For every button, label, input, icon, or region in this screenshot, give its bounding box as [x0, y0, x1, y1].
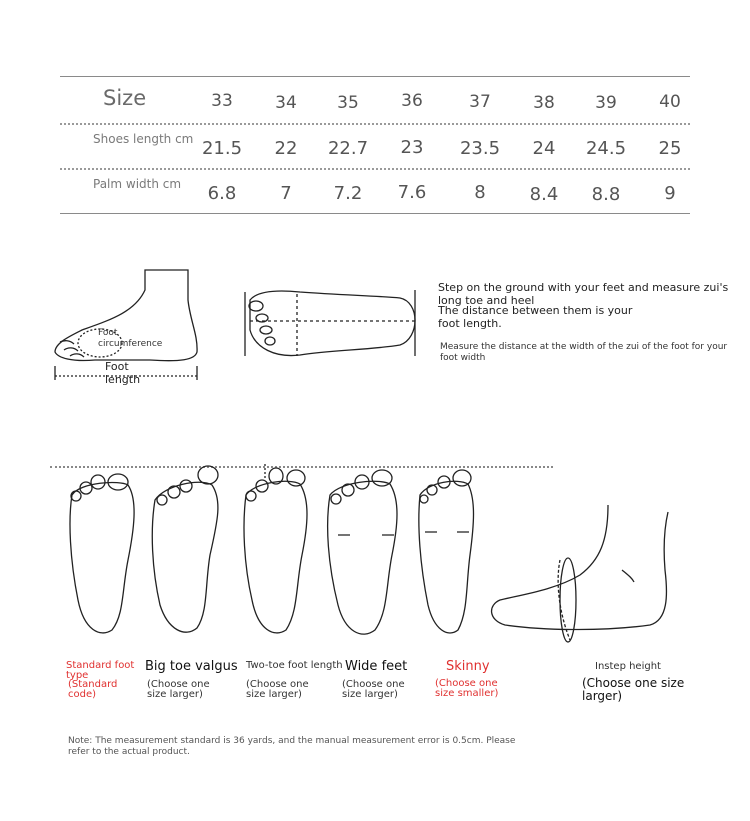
instruction-foot-length: The distance between them is your foot length. [438, 304, 633, 330]
size-cell: 34 [275, 93, 297, 113]
foot-type-wide-sub: (Choose one size larger) [342, 679, 405, 700]
size-cell: 40 [659, 92, 681, 112]
foot-type-valgus-title: Big toe valgus [145, 659, 238, 674]
foot-type-instep-sub: (Choose one size larger) [582, 676, 685, 703]
row-label-shoe-length: Shoes length cm [93, 132, 194, 146]
palm-width-cell: 8.8 [591, 184, 621, 205]
shoe-length-cell: 22.7 [327, 138, 369, 159]
foot-type-two-toe-sub: (Choose one size larger) [246, 679, 309, 700]
foot-type-valgus-sub: (Choose one size larger) [147, 679, 210, 700]
size-cell: 39 [595, 93, 617, 113]
foot-type-skinny-title: Skinny [446, 659, 490, 674]
foot-type-two-toe-title: Two-toe foot length [246, 660, 343, 671]
size-cell: 33 [211, 91, 233, 111]
foot-type-wide-title: Wide feet [345, 659, 408, 674]
foot-type-standard-title: Standard foot type [66, 660, 135, 681]
measurement-note: Note: The measurement standard is 36 yards, and the manual measurement error is 0.5cm. Please refer to the actual product. [68, 736, 516, 757]
size-cell: 35 [337, 93, 359, 113]
palm-width-cell: 6.8 [207, 183, 237, 204]
palm-width-cell: 7 [280, 183, 292, 204]
foot-circumference-label: Foot circumference [98, 328, 163, 349]
size-cell: 38 [533, 93, 555, 113]
palm-width-cell: 8 [474, 182, 486, 203]
foot-type-skinny-sub: (Choose one size smaller) [435, 678, 499, 699]
foot-type-standard-sub: (Standard code) [68, 679, 118, 700]
instep-foot-drawing [492, 505, 668, 630]
shoe-length-cell: 23.5 [459, 138, 501, 159]
palm-width-cell: 8.4 [529, 184, 559, 205]
skinny-foot-drawing [419, 481, 474, 633]
palm-width-cell: 7.6 [397, 182, 427, 203]
shoe-length-cell: 25 [658, 138, 682, 159]
shoe-length-cell: 24.5 [585, 138, 627, 159]
shoe-length-cell: 24 [532, 138, 556, 159]
size-cell: 36 [401, 91, 423, 111]
instruction-measure-length: Step on the ground with your feet and measure zui's long toe and heel [438, 281, 729, 307]
row-label-palm-width: Palm width cm [93, 177, 182, 191]
size-cell: 37 [469, 92, 491, 112]
shoe-length-cell: 21.5 [201, 138, 243, 159]
row-label-size: Size [103, 86, 147, 110]
shoe-length-cell: 23 [400, 137, 424, 158]
foot-length-label: Foot length [105, 360, 141, 386]
palm-width-cell: 9 [664, 183, 676, 204]
shoe-length-cell: 22 [274, 138, 298, 159]
standard-foot-drawing [70, 482, 134, 632]
palm-width-cell: 7.2 [333, 183, 363, 204]
instruction-foot-width: Measure the distance at the width of the zui of the foot for your foot width [440, 342, 728, 363]
two-toe-foot-drawing [244, 481, 307, 633]
foot-type-instep-title: Instep height [595, 661, 661, 672]
